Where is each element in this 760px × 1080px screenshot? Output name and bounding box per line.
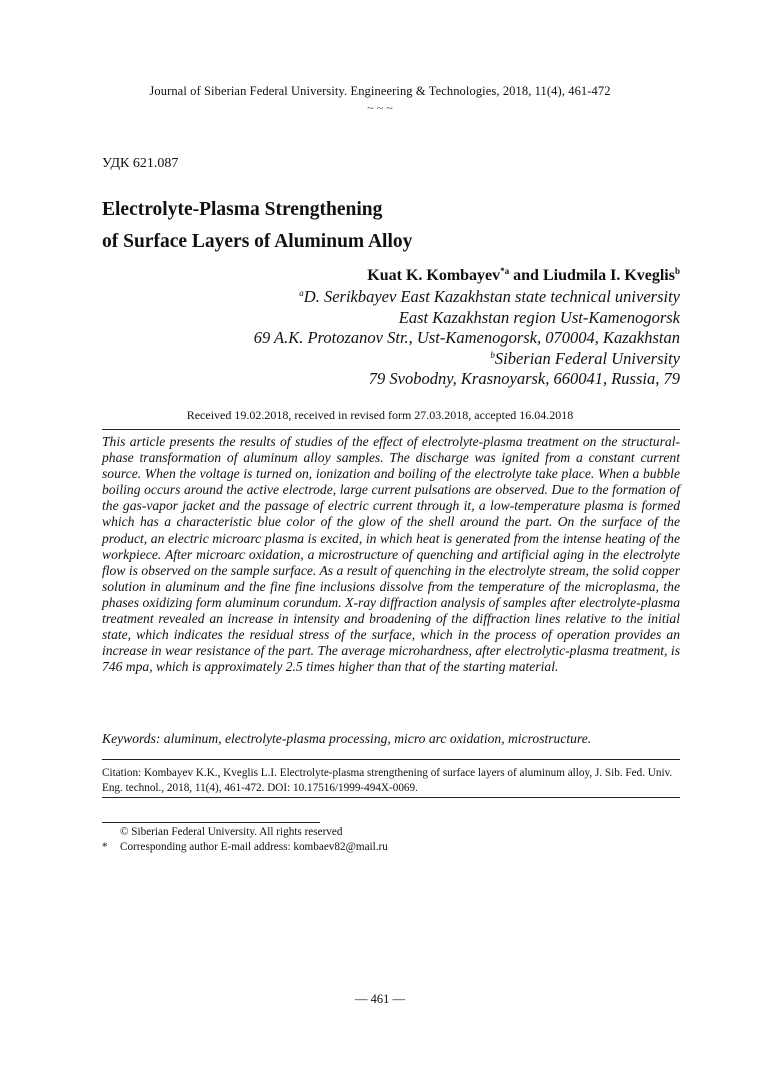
affiliation-a-line-2: East Kazakhstan region Ust-Kamenogorsk	[398, 307, 680, 327]
author-1-sup: *a	[500, 266, 510, 276]
keywords: Keywords: aluminum, electrolyte-plasma processing, micro arc oxidation, microstructure.	[102, 731, 592, 746]
affiliation-a-sup: a	[299, 288, 304, 298]
author-2-sup: b	[674, 266, 680, 276]
journal-header: Journal of Siberian Federal University. Engineering & Technologies, 2018, 11(4), 461-472	[149, 84, 611, 98]
affiliation-b-sup: b	[490, 349, 495, 360]
author-2: Liudmila I. Kveglis	[542, 267, 675, 284]
footnote-star: *	[102, 841, 108, 853]
page-number: — 461 —	[355, 992, 405, 1006]
affiliation-a-line-3: 69 A.K. Protozanov Str., Ust-Kamenogorsk, 070004, Kazakhstan	[253, 328, 680, 347]
title-line-1: Electrolyte-Plasma Strengthening	[102, 199, 383, 220]
header-ornament: ~ ~ ~	[367, 101, 393, 115]
received-dates: Received 19.02.2018, received in revised form 27.03.2018, accepted 16.04.2018	[186, 408, 574, 422]
abstract-top-rule	[102, 429, 680, 430]
authors-block	[254, 265, 680, 390]
citation-text: Citation: Kombayev K.K., Kveglis L.I. Electrolyte-plasma strengthening of surface layers of aluminum alloy, J. Sib. Fed. Univ. Eng. technol., 2018, 11(4), 461-472. DOI: 10.17516/1999-494X-0069.	[102, 767, 673, 794]
paper-title	[102, 194, 412, 258]
footnote-copyright: © Siberian Federal University. All rights reserved	[120, 826, 343, 838]
author-names	[254, 265, 680, 287]
author-connector: and	[509, 267, 543, 284]
affiliation-b-line-2: 79 Svobodny, Krasnoyarsk, 660041, Russia, 79	[368, 369, 680, 388]
footnote-rule	[102, 822, 320, 823]
author-1: Kuat K. Kombayev	[367, 267, 501, 284]
citation-bottom-rule	[102, 797, 680, 798]
title-line-2: of Surface Layers of Aluminum Alloy	[102, 231, 413, 252]
affiliation-a-line-1: $^a$D. Serikbayev East Kazakhstan state technical university	[299, 287, 680, 306]
udk-code: УДК 621.087	[102, 156, 179, 171]
affiliation-b-line-1: $^b$Siberian Federal University	[490, 348, 680, 368]
abstract-text: This article presents the results of studies of the effect of electrolyte-plasma treatment on the structural-phase transformation of aluminum alloy samples. The discharge was ignited from a constant current source. When the voltage is turned on, ionization and boiling of the electrolyte take place. When a bubble boiling occurs around the active electrode, large current pulsations are observed. Due to the formation of the gas-vapor jacket and the passage of electric current through it, a low-temperature plasma is formed which has a characteristic blue color of the glow of the shell around the part. On the surface of the product, an electric microarc plasma is excited, in which heat is generated from the intense heating of the workpiece. After microarc oxidation, a microstructure of quenching and artificial aging in the electrolyte flow is observed on the sample surface. As a result of quenching in the electrolyte stream, the solid copper solution in aluminum and the fine fine inclusions dissolve from the temperature of the microplasma, the phases oxidizing form aluminum corundum. X-ray diffraction analysis of samples after electrolyte-plasma treatment revealed an increase in intensity and broadening of the diffraction lines relative to the initial state, which indicates the residual stress of the surface, which in the process of operation provides an increase in wear resistance of the part. The average microhardness, after electrolytic-plasma treatment, is 746 mpa, which is approximately 2.5 times higher than that of the starting material.	[102, 434, 680, 675]
footnote-corresponding: * Corresponding author E-mail address: kombaev82@mail.ru	[102, 841, 388, 853]
citation-top-rule	[102, 759, 680, 760]
